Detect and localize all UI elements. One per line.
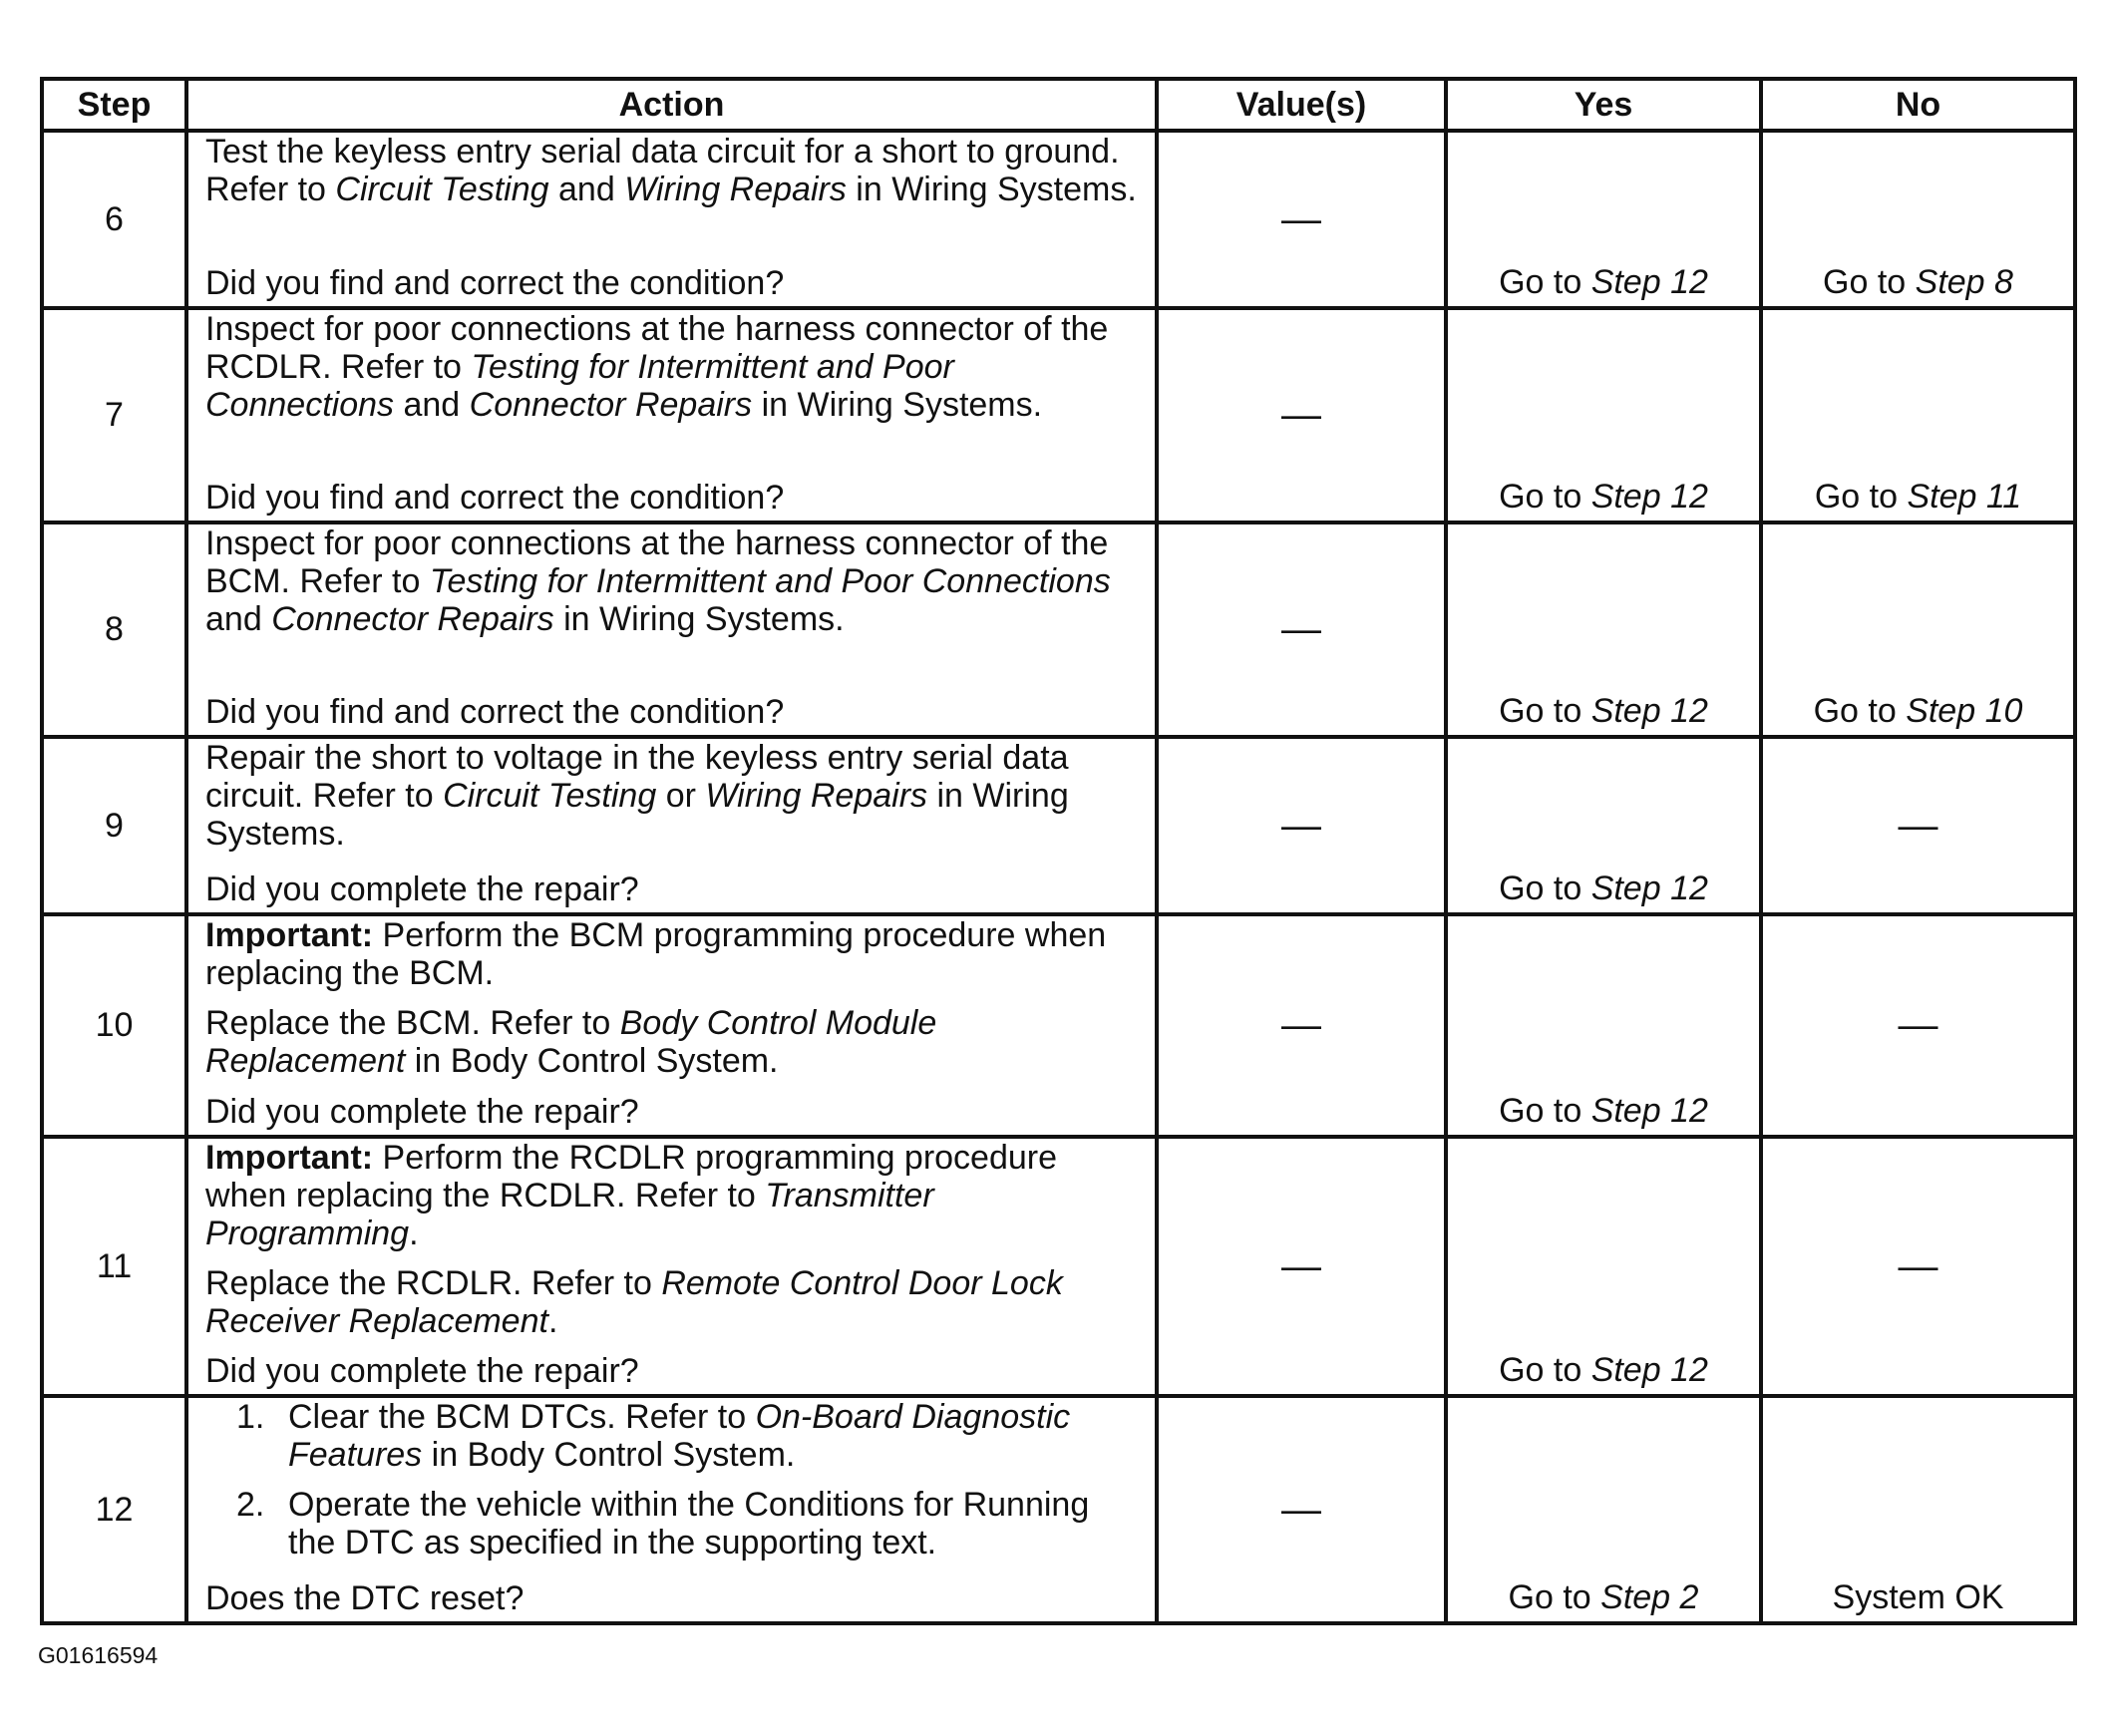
step-number: 7 — [42, 308, 186, 522]
step-number: 8 — [42, 522, 186, 737]
action-text: Replace the BCM. Refer to Body Control Module Replacement in Body Control System. — [205, 1004, 937, 1080]
action-content — [205, 133, 1143, 208]
list-number: 1. — [236, 1398, 265, 1436]
header-row — [42, 79, 2075, 131]
no-result: — — [1761, 737, 2075, 914]
procedure-list — [205, 1398, 1143, 1562]
question-text: Did you find and correct the condition? — [205, 479, 785, 517]
action-content — [205, 916, 1143, 1080]
action-cell — [186, 522, 1157, 737]
value-cell: — — [1157, 1137, 1446, 1396]
list-item: 2. Operate the vehicle within the Conditions for Running the DTC as specified in the supporting text. — [236, 1486, 1090, 1562]
action-content — [205, 1398, 1143, 1562]
step-number: 9 — [42, 737, 186, 914]
action-content — [205, 739, 1143, 853]
yes-result: Go to Step 12 — [1446, 522, 1761, 737]
table-row — [42, 522, 2075, 737]
important-note: Important: Perform the BCM programming procedure when replacing the BCM. — [205, 916, 1107, 992]
value-cell: — — [1157, 522, 1446, 737]
yes-result: Go to Step 12 — [1446, 131, 1761, 308]
diagnostic-table — [40, 77, 2077, 1625]
no-result: Go to Step 8 — [1761, 131, 2075, 308]
question-text: Did you complete the repair? — [205, 1093, 639, 1131]
action-cell — [186, 737, 1157, 914]
action-cell — [186, 1137, 1157, 1396]
table-row — [42, 1137, 2075, 1396]
important-note: Important: Perform the RCDLR programming procedure when replacing the RCDLR. Refer to Transmitter Programming. — [205, 1139, 1058, 1252]
table-row — [42, 1396, 2075, 1623]
figure-id: G01616594 — [38, 1642, 159, 1668]
step-number: 11 — [42, 1137, 186, 1396]
table-body — [42, 131, 2075, 1623]
action-content — [205, 310, 1143, 424]
list-number: 2. — [236, 1486, 265, 1524]
header-action: Action — [186, 79, 1157, 131]
value-cell: — — [1157, 914, 1446, 1137]
value-cell: — — [1157, 308, 1446, 522]
no-result: System OK — [1761, 1396, 2075, 1623]
action-cell — [186, 131, 1157, 308]
step-number: 12 — [42, 1396, 186, 1623]
step-number: 6 — [42, 131, 186, 308]
value-cell: — — [1157, 1396, 1446, 1623]
action-cell — [186, 1396, 1157, 1623]
header-yes: Yes — [1446, 79, 1761, 131]
question-text: Did you find and correct the condition? — [205, 264, 785, 302]
no-result: Go to Step 11 — [1761, 308, 2075, 522]
action-text: Test the keyless entry serial data circuit for a short to ground. Refer to Circuit Testing and Wiring Repairs in Wiring Systems. — [205, 133, 1137, 208]
list-item: 1. Clear the BCM DTCs. Refer to On-Board Diagnostic Features in Body Control System. — [236, 1398, 1071, 1474]
action-cell — [186, 308, 1157, 522]
yes-result: Go to Step 12 — [1446, 1137, 1761, 1396]
question-text: Did you find and correct the condition? — [205, 693, 785, 731]
question-text: Does the DTC reset? — [205, 1579, 525, 1617]
action-content — [205, 524, 1143, 638]
table-row — [42, 131, 2075, 308]
diagnostic-document — [40, 77, 2073, 1625]
action-cell — [186, 914, 1157, 1137]
yes-result: Go to Step 2 — [1446, 1396, 1761, 1623]
no-result: Go to Step 10 — [1761, 522, 2075, 737]
table-row — [42, 737, 2075, 914]
header-no: No — [1761, 79, 2075, 131]
question-text: Did you complete the repair? — [205, 870, 639, 908]
action-text: Inspect for poor connections at the harness connector of the RCDLR. Refer to Testing for Intermittent and Poor Connections and Connector Repairs in Wiring Systems. — [205, 310, 1109, 424]
no-result: — — [1761, 1137, 2075, 1396]
action-text: Inspect for poor connections at the harness connector of the BCM. Refer to Testing for Intermittent and Poor Connections and Connector Repairs in Wiring Systems. — [205, 524, 1111, 638]
table-row — [42, 914, 2075, 1137]
action-text: Replace the RCDLR. Refer to Remote Control Door Lock Receiver Replacement. — [205, 1264, 1063, 1340]
question-text: Did you complete the repair? — [205, 1352, 639, 1390]
header-step: Step — [42, 79, 186, 131]
no-result: — — [1761, 914, 2075, 1137]
value-cell: — — [1157, 737, 1446, 914]
step-number: 10 — [42, 914, 186, 1137]
table-row — [42, 308, 2075, 522]
yes-result: Go to Step 12 — [1446, 308, 1761, 522]
yes-result: Go to Step 12 — [1446, 737, 1761, 914]
value-cell: — — [1157, 131, 1446, 308]
action-content — [205, 1139, 1143, 1340]
header-values: Value(s) — [1157, 79, 1446, 131]
action-text: Repair the short to voltage in the keyless entry serial data circuit. Refer to Circuit Testing or Wiring Repairs in Wiring Systems. — [205, 739, 1069, 853]
yes-result: Go to Step 12 — [1446, 914, 1761, 1137]
